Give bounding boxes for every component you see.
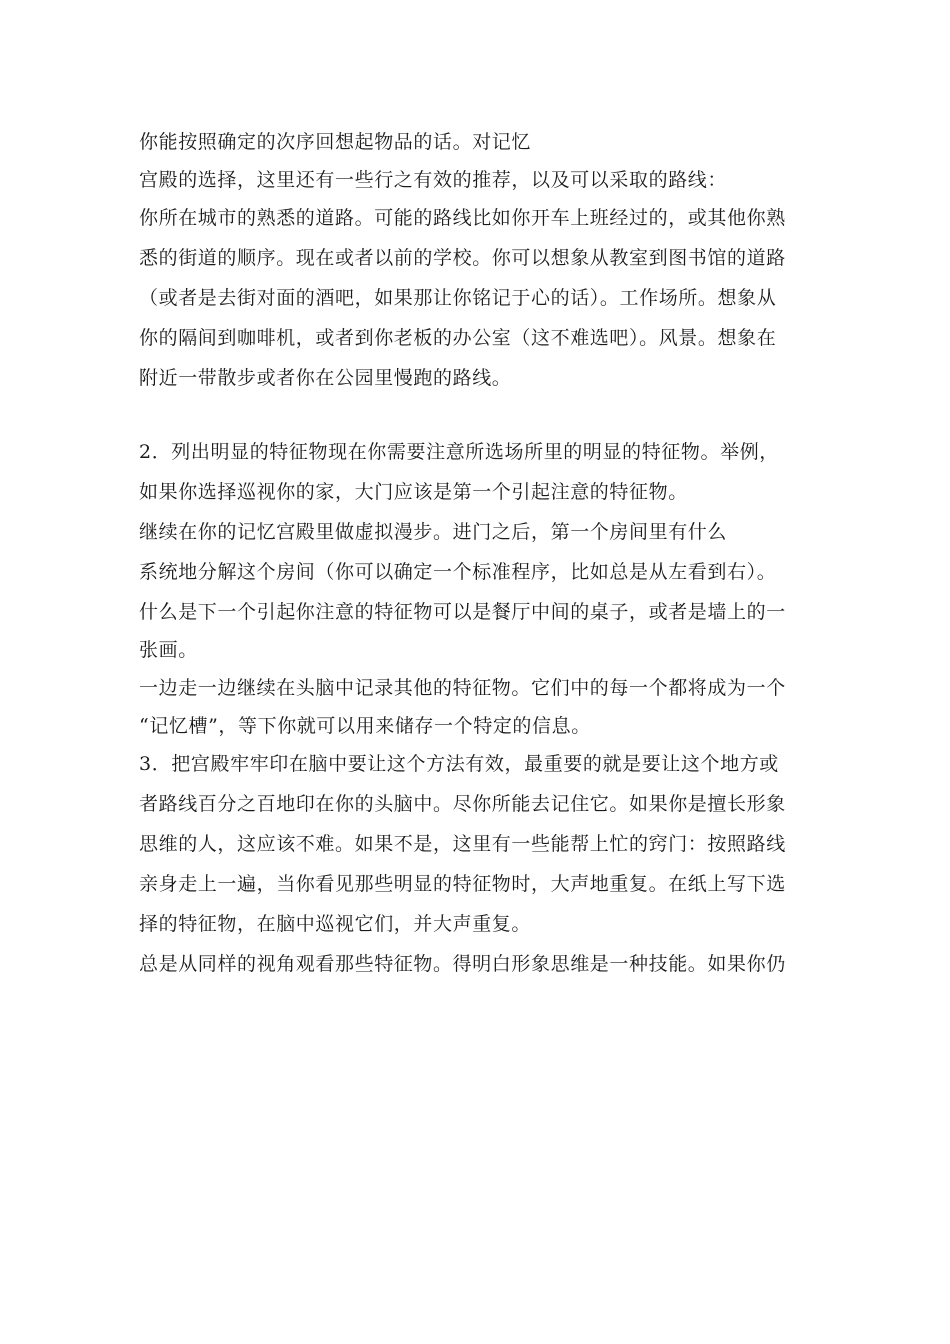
text-line: 总是从同样的视角观看那些特征物。得明白形象思维是一种技能。如果你仍 bbox=[139, 953, 786, 975]
text-line: 什么是下一个引起你注意的特征物可以是餐厅中间的桌子，或者是墙上的一 bbox=[139, 601, 786, 623]
text-line: 一边走一边继续在头脑中记录其他的特征物。它们中的每一个都将成为一个 bbox=[139, 677, 786, 699]
paragraph-gap bbox=[139, 398, 829, 432]
text-line: 你所在城市的熟悉的道路。可能的路线比如你开车上班经过的，或其他你熟 bbox=[139, 207, 786, 229]
document-body bbox=[139, 122, 829, 984]
text-line: 你能按照确定的次序回想起物品的话。对记忆 bbox=[139, 131, 532, 153]
text-line: （或者是去街对面的酒吧，如果那让你铭记于心的话）。工作场所。想象从 bbox=[139, 287, 777, 309]
text-line: 如果你选择巡视你的家，大门应该是第一个引起注意的特征物。 bbox=[139, 481, 688, 503]
text-line: 亲身走上一遍，当你看见那些明显的特征物时，大声地重复。在纸上写下选 bbox=[139, 873, 786, 895]
text-line: 张画。 bbox=[139, 639, 198, 661]
text-line: 继续在你的记忆宫殿里做虚拟漫步。进门之后，第一个房间里有什么 bbox=[139, 521, 728, 543]
text-line: 附近一带散步或者你在公园里慢跑的路线。 bbox=[139, 367, 512, 389]
text-line: 系统地分解这个房间（你可以确定一个标准程序，比如总是从左看到右）。 bbox=[139, 561, 777, 583]
text-line: 悉的街道的顺序。现在或者以前的学校。你可以想象从教室到图书馆的道路 bbox=[139, 247, 786, 269]
text-line: 你的隔间到咖啡机，或者到你老板的办公室（这不难选吧）。风景。想象在 bbox=[139, 327, 777, 349]
text-line: 3．把宫殿牢牢印在脑中要让这个方法有效，最重要的就是要让这个地方或 bbox=[139, 753, 779, 775]
text-line: 择的特征物，在脑中巡视它们，并大声重复。 bbox=[139, 913, 532, 935]
text-line: 思维的人，这应该不难。如果不是，这里有一些能帮上忙的窍门：按照路线 bbox=[139, 833, 786, 855]
text-line: “记忆槽”，等下你就可以用来储存一个特定的信息。 bbox=[139, 715, 591, 737]
text-line: 者路线百分之百地印在你的头脑中。尽你所能去记住它。如果你是擅长形象 bbox=[139, 793, 786, 815]
text-line: 2．列出明显的特征物现在你需要注意所选场所里的明显的特征物。举例， bbox=[139, 441, 779, 463]
text-line: 宫殿的选择，这里还有一些行之有效的推荐，以及可以采取的路线： bbox=[139, 169, 728, 191]
